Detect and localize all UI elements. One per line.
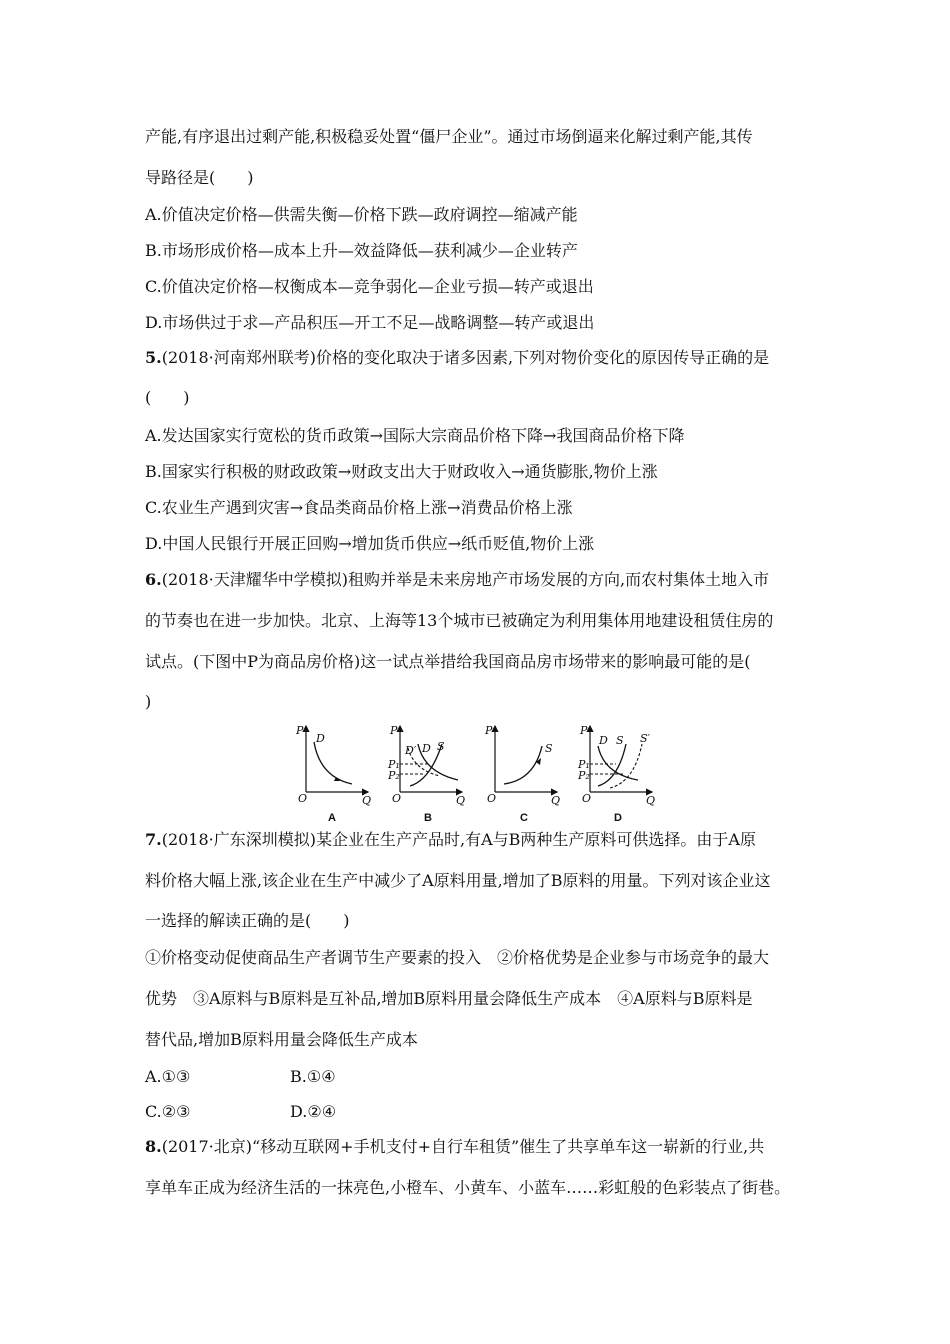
panel-a-axis-p: P [296, 724, 304, 737]
panel-c-caption: C [520, 812, 528, 824]
panel-d [577, 724, 655, 824]
q7-option-c: C.②③ [145, 1102, 191, 1121]
q7-statements-line-2: 优势 ③A原料与B原料是互补品,增加B原料用量会降低生产成本 ④A原料与B原料是 [145, 989, 753, 1008]
q5-stem-line-1 [145, 348, 810, 368]
q7-stem-text: (2018·广东深圳模拟)某企业在生产产品时,有A与B两种生产原料可供选择。由于A原 [161, 830, 756, 849]
q6-number: 6. [145, 570, 162, 589]
q7-option-a: A.①③ [145, 1067, 191, 1086]
panel-d-curve-label-s-prime: S′ [640, 732, 651, 745]
panel-b-curve-label-d-prime: D′ [405, 744, 417, 757]
q4-option-a: A.价值决定价格—供需失衡—价格下跌—政府调控—缩减产能 [145, 205, 578, 224]
panel-b-curve-label-s: S [437, 740, 445, 753]
q7-statements-line-3: 替代品,增加B原料用量会降低生产成本 [145, 1030, 418, 1049]
q6-stem-line-3: 试点。(下图中P为商品房价格)这一试点举措给我国商品房市场带来的影响最可能的是( [145, 652, 751, 671]
panel-c-axis-q: Q [551, 794, 561, 807]
panel-d-price-p2: P₂ [578, 769, 590, 782]
panel-b-price-p1: P₁ [388, 758, 400, 771]
panel-c-axis-p: P [485, 724, 493, 737]
panel-a-curve-label: D [316, 732, 325, 745]
panel-d-origin: O [582, 792, 592, 805]
panel-c-origin: O [487, 792, 497, 805]
q5-stem-text: (2018·河南郑州联考)价格的变化取决于诸多因素,下列对物价变化的原因传导正确的是 [161, 348, 770, 367]
q8-stem-line-1 [145, 1137, 810, 1157]
q5-option-c: C.农业生产遇到灾害→食品类商品价格上涨→消费品价格上涨 [145, 498, 573, 517]
q7-option-d: D.②④ [290, 1102, 337, 1121]
panel-a-caption: A [328, 812, 336, 824]
q8-stem-line-2: 享单车正成为经济生活的一抹亮色,小橙车、小黄车、小蓝车……彩虹般的色彩装点了街巷。 [145, 1178, 791, 1197]
panel-d-price-p1: P₁ [578, 758, 590, 771]
panel-b [387, 724, 465, 824]
panel-d-curve-label-s: S [616, 734, 624, 747]
panel-b-axis-p: P [390, 724, 398, 737]
panel-c-curve-label: S [545, 742, 553, 755]
panel-b-origin: O [392, 792, 402, 805]
panel-d-caption: D [614, 812, 622, 824]
panel-c [484, 724, 560, 824]
panel-b-caption: B [424, 812, 432, 824]
panel-c-supply-curve [504, 746, 542, 784]
panel-a-axis-q: Q [362, 794, 372, 807]
q4-option-b: B.市场形成价格—成本上升—效益降低—获利减少—企业转产 [145, 241, 578, 260]
q4-stem-line-2: 导路径是( ) [145, 168, 254, 187]
q7-option-b: B.①④ [290, 1067, 336, 1086]
q5-option-d: D.中国人民银行开展正回购→增加货币供应→纸币贬值,物价上涨 [145, 534, 595, 553]
panel-b-price-p2: P₂ [388, 769, 400, 782]
q6-stem-line-2: 的节奏也在进一步加快。北京、上海等13个城市已被确定为利用集体用地建设租赁住房的 [145, 611, 774, 630]
q5-option-b: B.国家实行积极的财政政策→财政支出大于财政收入→通货膨胀,物价上涨 [145, 462, 658, 481]
q5-number: 5. [145, 348, 162, 367]
q5-option-a: A.发达国家实行宽松的货币政策→国际大宗商品价格下降→我国商品价格下降 [145, 426, 685, 445]
q6-supply-demand-figure [290, 722, 670, 827]
panel-d-supply-curve [598, 744, 626, 786]
panel-b-axis-q: Q [456, 794, 466, 807]
q4-option-d: D.市场供过于求—产品积压—开工不足—战略调整—转产或退出 [145, 313, 595, 332]
q8-number: 8. [145, 1137, 162, 1156]
panel-d-axis-q: Q [646, 794, 656, 807]
q6-stem-line-1 [145, 570, 810, 590]
panel-d-curve-label-d: D [599, 734, 608, 747]
panel-a-origin: O [298, 792, 308, 805]
q7-stem-line-3: 一选择的解读正确的是( ) [145, 911, 350, 930]
panel-b-curve-label-d: D [422, 742, 431, 755]
q5-stem-line-2: ( ) [145, 388, 190, 407]
panel-d-supply-curve-new [610, 744, 642, 788]
q8-stem-text: (2017·北京)“移动互联网+手机支付+自行车租赁”催生了共享单车这一崭新的行业,共 [161, 1137, 765, 1156]
panel-a-demand-curve [314, 742, 352, 784]
q4-stem-line-1: 产能,有序退出过剩产能,积极稳妥处置“僵尸企业”。通过市场倒逼来化解过剩产能,其传 [145, 127, 753, 146]
q7-number: 7. [145, 830, 162, 849]
q4-option-c: C.价值决定价格—权衡成本—竞争弱化—企业亏损—转产或退出 [145, 277, 594, 296]
panel-a [295, 724, 371, 824]
q6-stem-line-4: ) [145, 692, 152, 711]
q7-stem-line-1 [145, 830, 810, 850]
q7-statements-line-1: ①价格变动促使商品生产者调节生产要素的投入 ②价格优势是企业参与市场竞争的最大 [145, 948, 770, 967]
q7-stem-line-2: 料价格大幅上涨,该企业在生产中减少了A原料用量,增加了B原料的用量。下列对该企业这 [145, 871, 771, 890]
q6-stem-text: (2018·天津耀华中学模拟)租购并举是未来房地产市场发展的方向,而农村集体土地入市 [161, 570, 770, 589]
panel-d-demand-curve [598, 746, 638, 780]
panel-d-axis-p: P [580, 724, 588, 737]
